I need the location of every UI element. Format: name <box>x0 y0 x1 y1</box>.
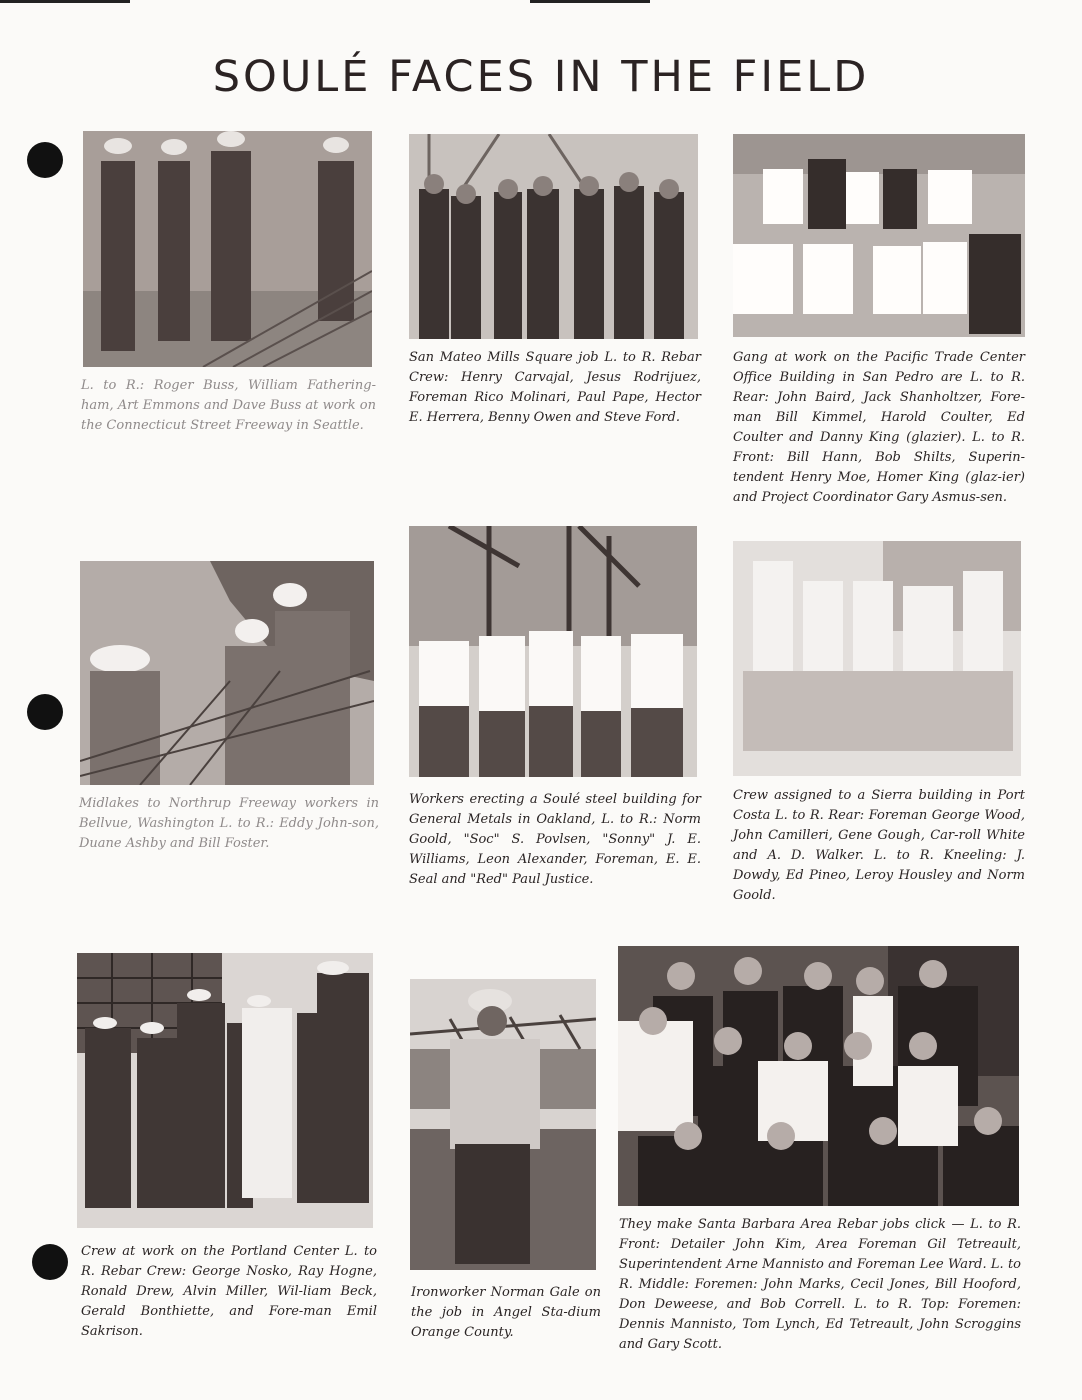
photo-northrup-freeway <box>80 561 374 785</box>
photo-portland-center-crew <box>77 953 373 1228</box>
caption-pacific-trade-center: Gang at work on the Pacific Trade Center Office Building in San Pedro are L. to R. Rear: John Baird, Jack Shanholtzer, Fore-man Bill Kimmel, Harold Coulter, Ed Coulter and Danny King (glazier). L. to R. Front: Bill Hann, Bob Shilts, Superin-tendent Henry Moe, Homer King (glaz-ier) and Project Coordinator Gary Asmus-sen. <box>733 350 1025 505</box>
binder-hole-bottom <box>32 1244 68 1280</box>
photo-steel-building-oakland <box>409 526 697 777</box>
binder-hole-middle <box>27 694 63 730</box>
photo-san-mateo-crew <box>409 134 698 339</box>
photo-sierra-building-crew <box>733 541 1021 776</box>
caption-freeway-seattle: L. to R.: Roger Buss, William Fathering-ham, Art Emmons and Dave Buss at work on the Connecticut Street Freeway in Seattle. <box>81 378 376 433</box>
caption-northrup-freeway: Midlakes to Northrup Freeway workers in Bellvue, Washington L. to R.: Eddy John-son, Duane Ashby and Bill Foster. <box>79 796 379 851</box>
caption-santa-barbara-rebar: They make Santa Barbara Area Rebar jobs click — L. to R. Front: Detailer John Kim, Area Foreman Gil Tetreault, Superintendent Arne Mannisto and Foreman Lee Ward. L. to R. Middle: Foremen: John Marks, Cecil Jones, Bill Hooford, Don Deweese, and Bob Correll. L. to R. Top: Foremen: Dennis Mannisto, Tom Lynch, Ed Tetreault, John Scroggins and Gary Scott. <box>619 1217 1021 1352</box>
caption-ironworker-norman-gale: Ironworker Norman Gale on the job in Angel Sta-dium Orange County. <box>411 1285 601 1340</box>
photo-freeway-seattle <box>83 131 372 367</box>
caption-portland-center-crew: Crew at work on the Portland Center L. to R. Rebar Crew: George Nosko, Ray Hogne, Ronald Drew, Alvin Miller, Wil-liam Beck, Gerald Bonthiette, and Fore-man Emil Sakrison. <box>81 1244 377 1339</box>
caption-steel-building-oakland: Workers erecting a Soulé steel building for General Metals in Oakland, L. to R.: Norm Goold, "Soc" S. Povlsen, "Sonny" J. E. Williams, Leon Alexander, Foreman, E. E. Seal and "Red" Paul Justice. <box>409 792 701 887</box>
photo-ironworker-norman-gale <box>410 979 596 1270</box>
scan-edge-top-left <box>0 0 130 3</box>
scan-edge-top-right <box>530 0 650 3</box>
page-title: SOULÉ FACES IN THE FIELD <box>212 52 870 102</box>
caption-san-mateo-crew: San Mateo Mills Square job L. to R. Rebar Crew: Henry Carvajal, Jesus Rodrijuez, Foreman Rico Molinari, Paul Pape, Hector E. Herrera, Benny Owen and Steve Ford. <box>409 350 701 425</box>
photo-santa-barbara-rebar <box>618 946 1019 1206</box>
binder-hole-top <box>27 142 63 178</box>
caption-sierra-building-crew: Crew assigned to a Sierra building in Port Costa L. to R. Rear: Foreman George Wood, John Camilleri, Gene Gough, Car-roll White and A. D. Walker. L. to R. Kneeling: J. Dowdy, Ed Pineo, Leroy Housley and Norm Goold. <box>733 788 1025 903</box>
photo-pacific-trade-center <box>733 134 1025 337</box>
